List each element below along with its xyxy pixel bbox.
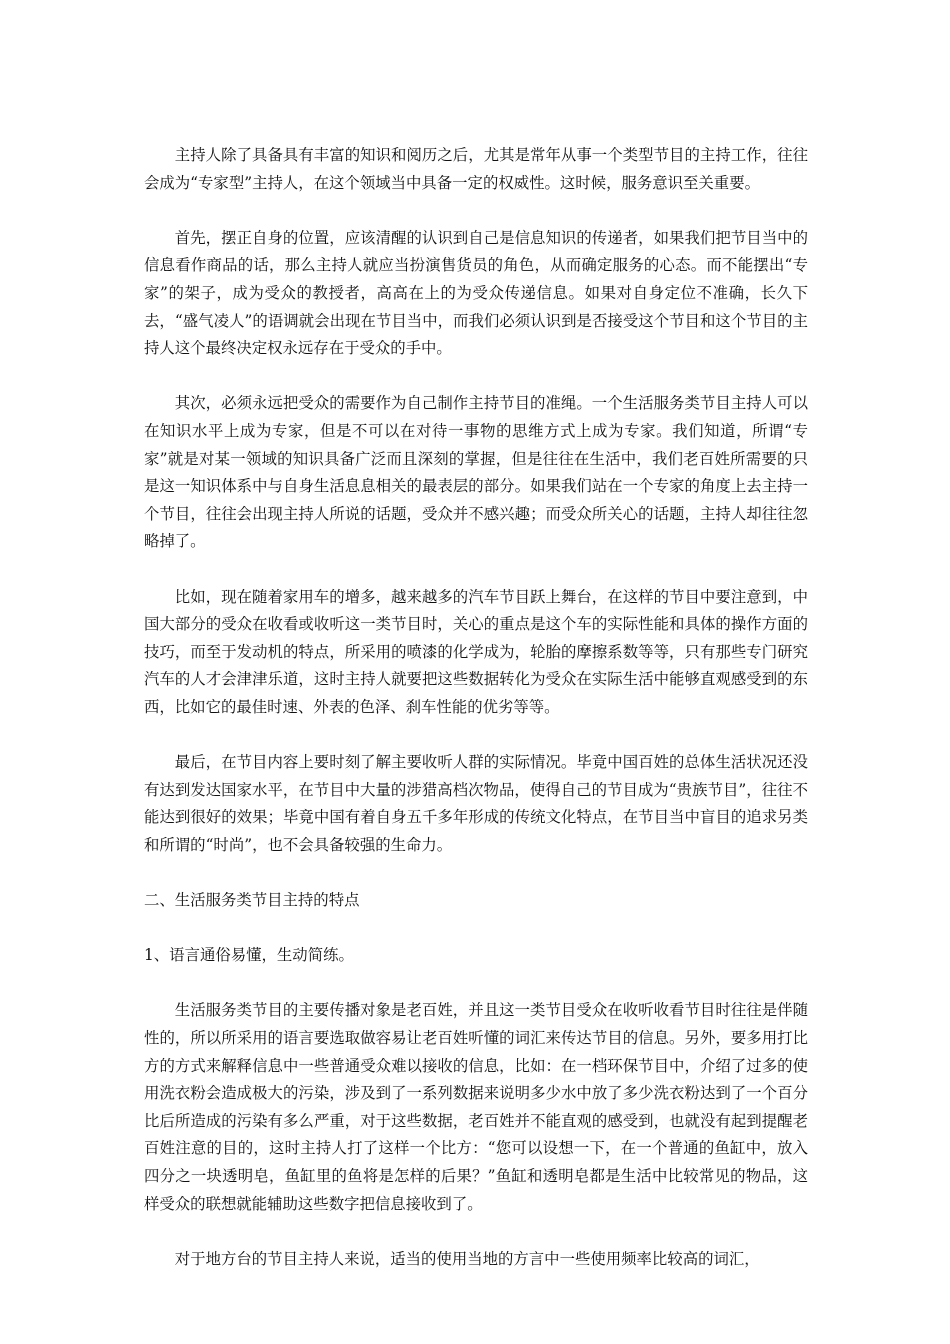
paragraph-car-example: 比如，现在随着家用车的增多，越来越多的汽车节目跃上舞台，在这样的节目中要注意到，中国大部分的受众在收看或收听这一类节目时，关心的重点是这个车的实际性能和具体的操作方面的技巧，而至于发动机的特点，所采用的喷漆的化学成为，轮胎的摩擦系数等等，只有那些专门研究汽车的人才会津津乐道，这时主持人就要把这些数据转化为受众在实际生活中能够直观感受到的东西，比如它的最佳时速、外表的色泽、刹车性能的优劣等等。 xyxy=(144,587,808,716)
paragraph-last-content: 最后，在节目内容上要时刻了解主要收听人群的实际情况。毕竟中国百姓的总体生活状况还没有达到发达国家水平，在节目中大量的涉猎高档次物品，使得自己的节目成为“贵族节目”，往往不能达到很好的效果；毕竟中国有着自身五千多年形成的传统文化特点，在节目当中盲目的追求另类和所谓的“时尚”，也不会具备较强的生命力。 xyxy=(144,753,808,854)
document-body xyxy=(144,142,808,1301)
paragraph-second-audience-needs: 其次，必须永远把受众的需要作为自己制作主持节目的准绳。一个生活服务类节目主持人可以在知识水平上成为专家，但是不可以在对待一事物的思维方式上成为专家。我们知道，所谓“专家”就是对某一领域的知识具备广泛而且深刻的掌握，但是往往在生活中，我们老百姓所需要的只是这一知识体系中与自身生活息息相关的最表层的部分。如果我们站在一个专家的角度上去主持一个节目，往往会出现主持人所说的话题，受众并不感兴趣；而受众所关心的话题，主持人却往往忽略掉了。 xyxy=(144,394,808,551)
section-heading: 二、生活服务类节目主持的特点 xyxy=(144,891,360,910)
subsection-heading: 1、语言通俗易懂，生动简练。 xyxy=(144,946,354,965)
paragraph-first-position: 首先，摆正自身的位置，应该清醒的认识到自己是信息知识的传递者，如果我们把节目当中的信息看作商品的话，那么主持人就应当扮演售货员的角色，从而确定服务的心态。而不能摆出“专家”的架子，成为受众的教授者，高高在上的为受众传递信息。如果对自身定位不准确，长久下去，“盛气凌人”的语调就会出现在节目当中，而我们必须认识到是否接受这个节目和这个节目的主持人这个最终决定权永远存在于受众的手中。 xyxy=(144,228,808,358)
paragraph-local-dialect: 对于地方台的节目主持人来说，适当的使用当地的方言中一些使用频率比较高的词汇， xyxy=(174,1249,760,1268)
paragraph-plain-language: 生活服务类节目的主要传播对象是老百姓，并且这一类节目受众在收听收看节目时往往是伴随性的，所以所采用的语言要选取做容易让老百姓听懂的词汇来传达节目的信息。另外，要多用打比方的方式来解释信息中一些普通受众难以接收的信息，比如：在一档环保节目中，介绍了过多的使用洗衣粉会造成极大的污染，涉及到了一系列数据来说明多少水中放了多少洗衣粉达到了一个百分比后所造成的污染有多么严重，对于这些数据，老百姓并不能直观的感受到，也就没有起到提醒老百姓注意的目的，这时主持人打了这样一个比方：“您可以设想一下，在一个普通的鱼缸中，放入四分之一块透明皂，鱼缸里的鱼将是怎样的后果？”鱼缸和透明皂都是生活中比较常见的物品，这样受众的联想就能辅助这些数字把信息接收到了。 xyxy=(144,1001,808,1213)
paragraph-service-awareness: 主持人除了具备具有丰富的知识和阅历之后，尤其是常年从事一个类型节目的主持工作，往往会成为“专家型”主持人，在这个领域当中具备一定的权威性。这时候，服务意识至关重要。 xyxy=(144,146,808,192)
